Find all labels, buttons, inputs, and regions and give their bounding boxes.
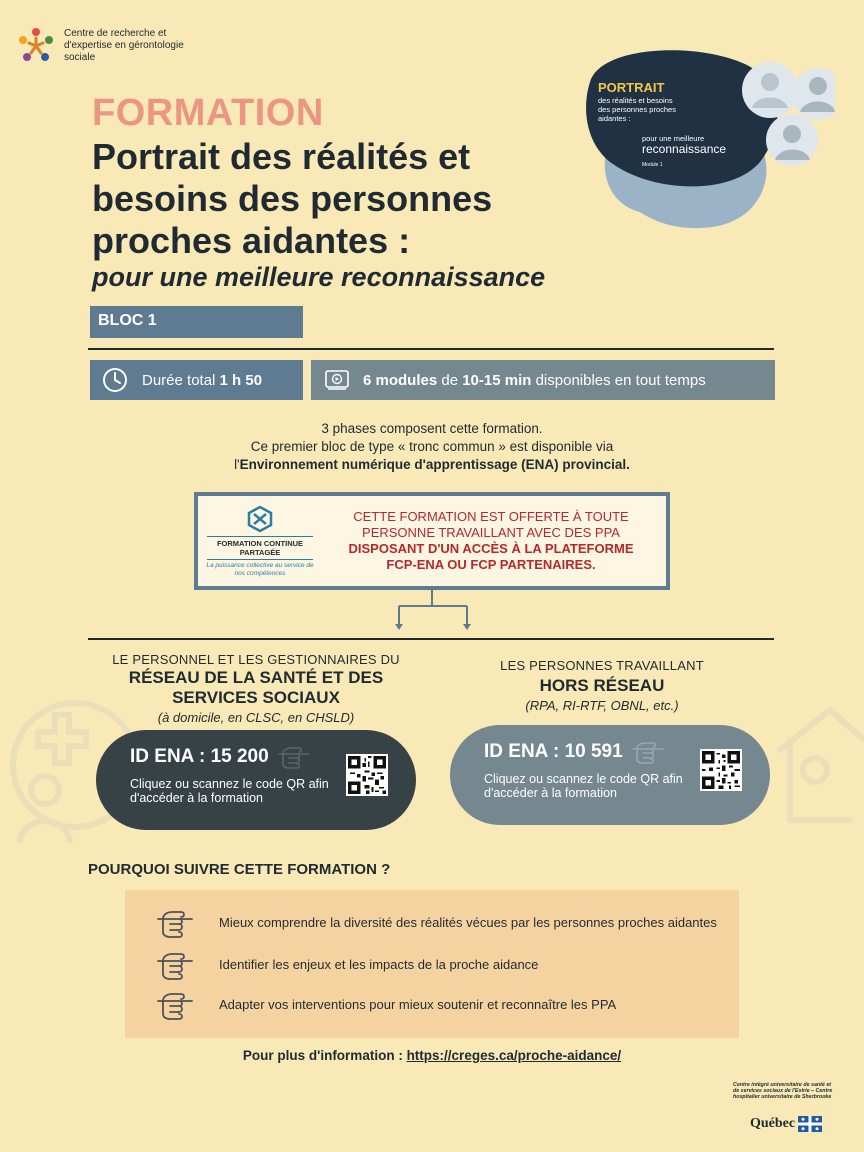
audience-network-title: RÉSEAU DE LA SANTÉ ET DES SERVICES SOCIAUX — [128, 668, 384, 707]
quebec-logo — [750, 1116, 822, 1132]
pointing-hand-icon — [155, 948, 195, 982]
audience-outside-title: HORS RÉSEAU — [539, 676, 665, 695]
ena-id-outside: ID ENA : 10 591 — [484, 741, 623, 762]
fcp-hexagon-icon — [246, 505, 274, 533]
page-subtitle: pour une meilleure reconnaissance — [92, 262, 546, 292]
offer-text: CETTE FORMATION EST OFFERTE À TOUTE PERSONNE TRAVAILLANT AVEC DES PPA DISPOSANT D'UN ACCÈS À LA PLATEFORME FCP-ENA OU FCP PARTENAIRES. — [348, 509, 634, 572]
fcp-logo — [204, 505, 316, 578]
more-info-label: Pour plus d'information : — [242, 1048, 407, 1063]
offer-box — [194, 492, 670, 590]
ena-link-outside[interactable] — [450, 725, 770, 825]
pointing-hand-icon — [155, 988, 195, 1022]
why-item-text: Identifier les enjeux et les impacts de la proche aidance — [219, 957, 539, 972]
video-icon — [325, 369, 349, 391]
qr-code-network[interactable] — [346, 754, 388, 796]
modules-text: 6 modules de 10-15 min disponibles en tout temps — [363, 371, 706, 389]
people-circle-icon — [14, 24, 58, 68]
fcp-slogan: La puissance collective au service de nos compétences — [206, 561, 314, 577]
branch-arrows — [395, 590, 471, 632]
quebec-wordmark: Québec — [750, 1116, 796, 1131]
pointing-hand-icon — [155, 906, 195, 940]
org-logo — [14, 24, 214, 68]
hero-line2: des personnes proches — [598, 105, 676, 114]
kicker: FORMATION — [92, 92, 324, 134]
why-item-text: Mieux comprendre la diversité des réalités vécues par les personnes proches aidantes — [219, 915, 717, 930]
list-item — [155, 948, 719, 982]
duration-bar — [90, 360, 303, 400]
hero-line1: des réalités et besoins — [598, 96, 673, 105]
ena-cta-network: Cliquez ou scannez le code QR afin d'accéder à la formation — [130, 777, 329, 805]
audience-outside-detail: (RPA, RI-RTF, OBNL, etc.) — [525, 698, 679, 713]
audience-network-lead: LE PERSONNEL ET LES GESTIONNAIRES DU — [112, 652, 400, 667]
hero-line3: aidantes : — [598, 114, 631, 123]
clock-icon — [102, 367, 128, 393]
why-title: POURQUOI SUIVRE CETTE FORMATION ? — [88, 861, 391, 878]
audience-network-detail: (à domicile, en CLSC, en CHSLD) — [157, 710, 355, 725]
why-item-text: Adapter vos interventions pour mieux soutenir et reconnaître les PPA — [219, 997, 617, 1012]
ena-link-network[interactable] — [96, 730, 416, 830]
hero-reco: reconnaissance — [642, 142, 727, 156]
ena-id-network: ID ENA : 15 200 — [130, 746, 269, 767]
ciusss-logo-text: Centre intégré universitaire de santé et de services sociaux de l'Estrie – Centre hospitalier universitaire de Sherbrooke — [733, 1082, 833, 1100]
divider — [88, 348, 774, 350]
fcp-title: FORMATION CONTINUE PARTAGÉE — [207, 536, 313, 560]
intro-text: 3 phases composent cette formation. Ce premier bloc de type « tronc commun » est disponible via l'Environnement numérique d'apprentissage (ENA) provincial. — [234, 421, 630, 472]
hero-pour: pour une meilleure — [642, 134, 705, 143]
bloc-label: BLOC 1 — [90, 306, 303, 338]
qr-code-outside[interactable] — [700, 749, 742, 791]
hero-cover-image — [580, 42, 835, 232]
duration-text: Durée total 1 h 50 — [142, 371, 263, 389]
fleur-de-lis-flag-icon — [798, 1116, 822, 1132]
hero-module: Module 1 — [642, 162, 663, 168]
pointing-hand-icon — [631, 739, 665, 765]
audience-outside-lead: LES PERSONNES TRAVAILLANT — [500, 658, 704, 673]
org-name: Centre de recherche et d'expertise en gérontologie sociale — [64, 28, 184, 63]
why-list — [125, 890, 739, 1038]
modules-bar — [311, 360, 775, 400]
pointing-hand-icon — [277, 744, 311, 770]
list-item — [155, 988, 719, 1022]
page-title: Portrait des réalités et besoins des personnes proches aidantes : — [92, 136, 493, 261]
more-info-link[interactable]: https://creges.ca/proche-aidance/ — [406, 1048, 622, 1063]
audience-network — [88, 652, 424, 725]
ena-cta-outside: Cliquez ou scannez le code QR afin d'accéder à la formation — [484, 772, 683, 800]
audience-outside — [456, 658, 748, 713]
hero-title: PORTRAIT — [598, 80, 665, 95]
list-item — [155, 906, 719, 940]
more-info — [0, 1048, 864, 1063]
